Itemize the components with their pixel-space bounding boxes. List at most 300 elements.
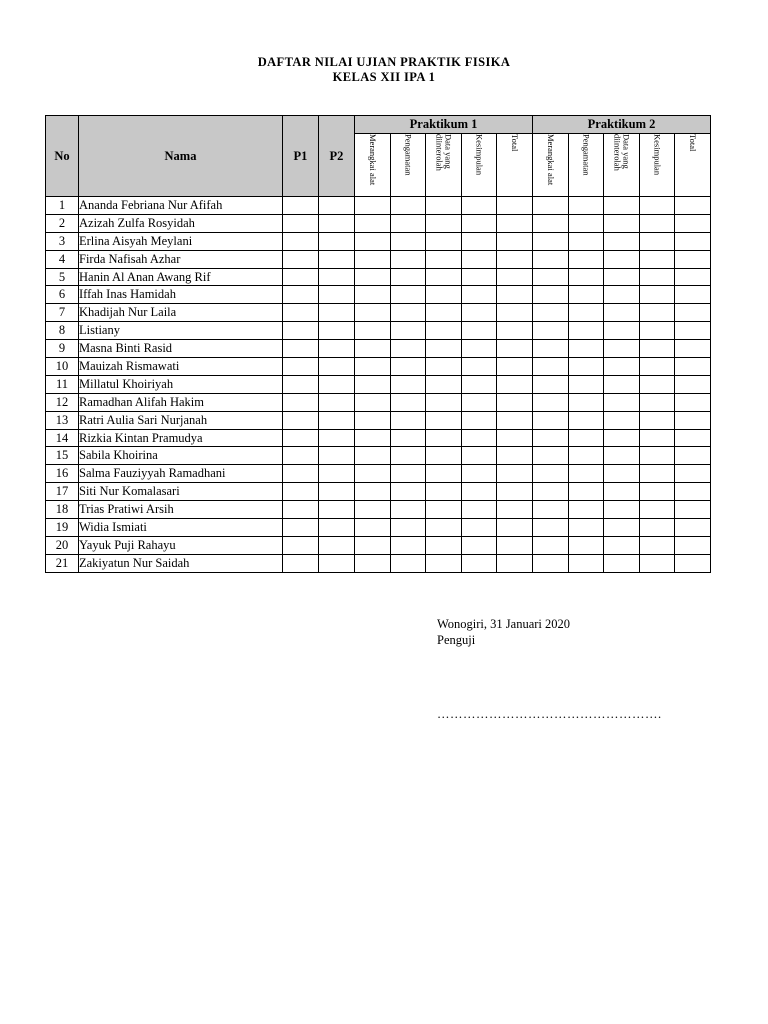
score-cell [568, 250, 604, 268]
student-name: Sabila Khoirina [79, 447, 283, 465]
score-cell [497, 232, 533, 250]
row-number: 12 [46, 393, 79, 411]
score-cell [675, 358, 711, 376]
score-cell [533, 286, 569, 304]
score-cell [319, 268, 355, 286]
score-cell [283, 286, 319, 304]
table-row [46, 286, 711, 304]
score-cell [426, 286, 462, 304]
score-cell [639, 322, 675, 340]
row-number: 19 [46, 519, 79, 537]
score-cell [426, 483, 462, 501]
row-number: 9 [46, 340, 79, 358]
score-cell [568, 322, 604, 340]
score-cell [319, 197, 355, 215]
score-cell [533, 232, 569, 250]
score-cell [675, 250, 711, 268]
score-cell [426, 197, 462, 215]
score-cell [568, 340, 604, 358]
student-name: Yayuk Puji Rahayu [79, 536, 283, 554]
score-cell [355, 340, 391, 358]
score-cell [533, 483, 569, 501]
score-cell [639, 214, 675, 232]
score-cell [355, 554, 391, 572]
score-cell [604, 322, 640, 340]
score-cell [675, 554, 711, 572]
header-no: No [46, 116, 79, 197]
score-cell [639, 501, 675, 519]
score-cell [533, 340, 569, 358]
score-cell [639, 519, 675, 537]
score-cell [319, 483, 355, 501]
score-cell [390, 232, 426, 250]
score-cell [568, 304, 604, 322]
score-cell [604, 447, 640, 465]
row-number: 13 [46, 411, 79, 429]
score-cell [639, 358, 675, 376]
row-number: 21 [46, 554, 79, 572]
score-cell [604, 429, 640, 447]
row-number: 1 [46, 197, 79, 215]
table-row [46, 214, 711, 232]
score-cell [604, 393, 640, 411]
score-cell [675, 465, 711, 483]
score-cell [497, 554, 533, 572]
score-cell [426, 214, 462, 232]
score-cell [568, 393, 604, 411]
score-cell [675, 304, 711, 322]
score-cell [461, 501, 497, 519]
score-cell [426, 322, 462, 340]
score-cell [283, 447, 319, 465]
score-cell [533, 501, 569, 519]
score-cell [675, 286, 711, 304]
student-name: Millatul Khoiriyah [79, 375, 283, 393]
score-cell [568, 268, 604, 286]
score-cell [461, 358, 497, 376]
score-cell [319, 429, 355, 447]
score-cell [568, 465, 604, 483]
student-name: Ramadhan Alifah Hakim [79, 393, 283, 411]
score-cell [355, 429, 391, 447]
score-cell [497, 519, 533, 537]
score-cell [568, 447, 604, 465]
score-cell [390, 536, 426, 554]
score-cell [390, 197, 426, 215]
table-row [46, 304, 711, 322]
table-row [46, 483, 711, 501]
score-cell [355, 501, 391, 519]
score-cell [283, 501, 319, 519]
score-cell [639, 268, 675, 286]
score-cell [497, 465, 533, 483]
score-cell [355, 393, 391, 411]
student-name: Ananda Febriana Nur Afifah [79, 197, 283, 215]
subheader-pengamatan-2: Pengamatan [568, 134, 604, 197]
student-name: Firda Nafisah Azhar [79, 250, 283, 268]
score-cell [319, 375, 355, 393]
score-cell [639, 536, 675, 554]
row-number: 7 [46, 304, 79, 322]
grades-table [45, 115, 711, 573]
score-cell [355, 447, 391, 465]
score-cell [675, 429, 711, 447]
row-number: 10 [46, 358, 79, 376]
score-cell [675, 340, 711, 358]
header-p2: P2 [319, 116, 355, 197]
score-cell [675, 393, 711, 411]
score-cell [461, 465, 497, 483]
score-cell [461, 393, 497, 411]
score-cell [497, 447, 533, 465]
score-cell [390, 483, 426, 501]
row-number: 14 [46, 429, 79, 447]
table-row [46, 375, 711, 393]
row-number: 11 [46, 375, 79, 393]
score-cell [604, 304, 640, 322]
score-cell [639, 250, 675, 268]
score-cell [639, 304, 675, 322]
score-cell [461, 447, 497, 465]
score-cell [390, 322, 426, 340]
score-cell [390, 286, 426, 304]
score-cell [497, 304, 533, 322]
score-cell [355, 375, 391, 393]
score-cell [497, 268, 533, 286]
score-cell [533, 465, 569, 483]
score-cell [604, 375, 640, 393]
score-cell [319, 447, 355, 465]
header-p1: P1 [283, 116, 319, 197]
header-nama: Nama [79, 116, 283, 197]
score-cell [533, 411, 569, 429]
subheader-total-2: Total [675, 134, 711, 197]
header-praktikum-1: Praktikum 1 [355, 116, 533, 134]
signature-line: ……………………………………………. [437, 707, 662, 721]
score-cell [283, 465, 319, 483]
score-cell [426, 447, 462, 465]
score-cell [675, 519, 711, 537]
score-cell [533, 358, 569, 376]
score-cell [497, 411, 533, 429]
score-cell [568, 429, 604, 447]
student-name: Trias Pratiwi Arsih [79, 501, 283, 519]
score-cell [283, 268, 319, 286]
score-cell [390, 358, 426, 376]
score-cell [604, 286, 640, 304]
score-cell [568, 501, 604, 519]
row-number: 15 [46, 447, 79, 465]
score-cell [461, 483, 497, 501]
score-cell [355, 232, 391, 250]
score-cell [461, 429, 497, 447]
score-cell [319, 393, 355, 411]
score-cell [568, 197, 604, 215]
subheader-merangkai-alat-2: Merangkai alat [533, 134, 569, 197]
score-cell [568, 214, 604, 232]
score-cell [639, 447, 675, 465]
table-row [46, 411, 711, 429]
score-cell [390, 501, 426, 519]
score-cell [533, 304, 569, 322]
row-number: 17 [46, 483, 79, 501]
score-cell [675, 214, 711, 232]
score-cell [390, 304, 426, 322]
score-cell [390, 465, 426, 483]
score-cell [355, 197, 391, 215]
document-subtitle: KELAS XII IPA 1 [332, 70, 436, 84]
score-cell [639, 554, 675, 572]
row-number: 4 [46, 250, 79, 268]
score-cell [568, 375, 604, 393]
score-cell [355, 286, 391, 304]
score-cell [639, 340, 675, 358]
score-cell [461, 232, 497, 250]
score-cell [283, 393, 319, 411]
score-cell [568, 536, 604, 554]
subheader-data-2: Data yang diinterolah [604, 134, 640, 197]
score-cell [319, 304, 355, 322]
table-row [46, 501, 711, 519]
score-cell [497, 197, 533, 215]
subheader-kesimpulan-2: Kesimpulan [639, 134, 675, 197]
table-row [46, 393, 711, 411]
score-cell [283, 232, 319, 250]
table-row [46, 197, 711, 215]
score-cell [533, 322, 569, 340]
score-cell [390, 411, 426, 429]
score-cell [497, 393, 533, 411]
score-cell [639, 429, 675, 447]
score-cell [390, 250, 426, 268]
score-cell [426, 536, 462, 554]
score-cell [604, 554, 640, 572]
score-cell [390, 375, 426, 393]
score-cell [604, 536, 640, 554]
row-number: 3 [46, 232, 79, 250]
student-name: Azizah Zulfa Rosyidah [79, 214, 283, 232]
score-cell [283, 340, 319, 358]
score-cell [639, 393, 675, 411]
score-cell [283, 304, 319, 322]
score-cell [461, 411, 497, 429]
score-cell [533, 214, 569, 232]
score-cell [390, 554, 426, 572]
student-name: Siti Nur Komalasari [79, 483, 283, 501]
score-cell [675, 268, 711, 286]
header-praktikum-2: Praktikum 2 [533, 116, 711, 134]
score-cell [426, 250, 462, 268]
score-cell [426, 393, 462, 411]
score-cell [426, 268, 462, 286]
score-cell [604, 214, 640, 232]
table-row [46, 447, 711, 465]
score-cell [604, 519, 640, 537]
signature-role: Penguji [437, 633, 476, 647]
score-cell [533, 268, 569, 286]
score-cell [283, 197, 319, 215]
score-cell [355, 322, 391, 340]
score-cell [604, 232, 640, 250]
score-cell [461, 197, 497, 215]
row-number: 5 [46, 268, 79, 286]
score-cell [568, 286, 604, 304]
score-cell [533, 536, 569, 554]
row-number: 16 [46, 465, 79, 483]
score-cell [355, 250, 391, 268]
table-row [46, 465, 711, 483]
student-name: Ratri Aulia Sari Nurjanah [79, 411, 283, 429]
score-cell [355, 411, 391, 429]
score-cell [533, 554, 569, 572]
table-row [46, 536, 711, 554]
score-cell [461, 340, 497, 358]
score-cell [604, 197, 640, 215]
score-cell [390, 447, 426, 465]
score-cell [426, 232, 462, 250]
score-cell [426, 340, 462, 358]
score-cell [426, 304, 462, 322]
score-cell [319, 322, 355, 340]
score-cell [461, 304, 497, 322]
score-cell [355, 536, 391, 554]
score-cell [497, 286, 533, 304]
score-cell [497, 536, 533, 554]
score-cell [639, 411, 675, 429]
score-cell [639, 197, 675, 215]
score-cell [639, 375, 675, 393]
score-cell [319, 340, 355, 358]
score-cell [675, 232, 711, 250]
row-number: 8 [46, 322, 79, 340]
score-cell [426, 429, 462, 447]
score-cell [604, 411, 640, 429]
table-row [46, 322, 711, 340]
score-cell [390, 268, 426, 286]
score-cell [604, 268, 640, 286]
score-cell [568, 358, 604, 376]
score-cell [355, 483, 391, 501]
table-row [46, 554, 711, 572]
score-cell [568, 232, 604, 250]
score-cell [319, 358, 355, 376]
score-cell [497, 250, 533, 268]
score-cell [283, 411, 319, 429]
score-cell [497, 214, 533, 232]
subheader-kesimpulan-1: Kesimpulan [461, 134, 497, 197]
score-cell [319, 465, 355, 483]
score-cell [390, 429, 426, 447]
score-cell [639, 286, 675, 304]
row-number: 18 [46, 501, 79, 519]
score-cell [426, 501, 462, 519]
score-cell [604, 340, 640, 358]
score-cell [497, 501, 533, 519]
score-cell [675, 411, 711, 429]
table-body [46, 197, 711, 573]
score-cell [319, 554, 355, 572]
table-row [46, 429, 711, 447]
table-row [46, 232, 711, 250]
score-cell [461, 268, 497, 286]
row-number: 2 [46, 214, 79, 232]
score-cell [604, 483, 640, 501]
score-cell [426, 465, 462, 483]
score-cell [283, 358, 319, 376]
subheader-data-1: Data yang diinterolah [426, 134, 462, 197]
score-cell [283, 554, 319, 572]
table-row [46, 340, 711, 358]
student-name: Masna Binti Rasid [79, 340, 283, 358]
table-row [46, 358, 711, 376]
score-cell [426, 375, 462, 393]
score-cell [283, 536, 319, 554]
subheader-total-1: Total [497, 134, 533, 197]
score-cell [355, 358, 391, 376]
score-cell [461, 536, 497, 554]
score-cell [533, 429, 569, 447]
score-cell [319, 232, 355, 250]
subheader-merangkai-alat-1: Merangkai alat [355, 134, 391, 197]
score-cell [283, 375, 319, 393]
score-cell [675, 375, 711, 393]
score-cell [461, 250, 497, 268]
row-number: 6 [46, 286, 79, 304]
score-cell [568, 411, 604, 429]
score-cell [497, 375, 533, 393]
table-row [46, 250, 711, 268]
score-cell [497, 483, 533, 501]
score-cell [675, 483, 711, 501]
score-cell [390, 519, 426, 537]
student-name: Mauizah Rismawati [79, 358, 283, 376]
score-cell [497, 322, 533, 340]
score-cell [319, 501, 355, 519]
score-cell [497, 429, 533, 447]
score-cell [461, 214, 497, 232]
score-cell [283, 519, 319, 537]
score-cell [390, 393, 426, 411]
score-cell [604, 501, 640, 519]
student-name: Rizkia Kintan Pramudya [79, 429, 283, 447]
score-cell [355, 304, 391, 322]
score-cell [497, 340, 533, 358]
score-cell [426, 358, 462, 376]
score-cell [568, 483, 604, 501]
score-cell [461, 519, 497, 537]
score-cell [675, 197, 711, 215]
score-cell [533, 197, 569, 215]
score-cell [283, 483, 319, 501]
score-cell [639, 465, 675, 483]
score-cell [568, 554, 604, 572]
score-cell [283, 214, 319, 232]
signature-place-date: Wonogiri, 31 Januari 2020 [437, 617, 571, 631]
score-cell [639, 232, 675, 250]
score-cell [390, 340, 426, 358]
score-cell [461, 554, 497, 572]
score-cell [461, 286, 497, 304]
score-cell [426, 411, 462, 429]
score-cell [283, 322, 319, 340]
student-name: Listiany [79, 322, 283, 340]
table-row [46, 519, 711, 537]
score-cell [604, 465, 640, 483]
score-cell [675, 447, 711, 465]
score-cell [533, 375, 569, 393]
score-cell [533, 447, 569, 465]
score-cell [497, 358, 533, 376]
